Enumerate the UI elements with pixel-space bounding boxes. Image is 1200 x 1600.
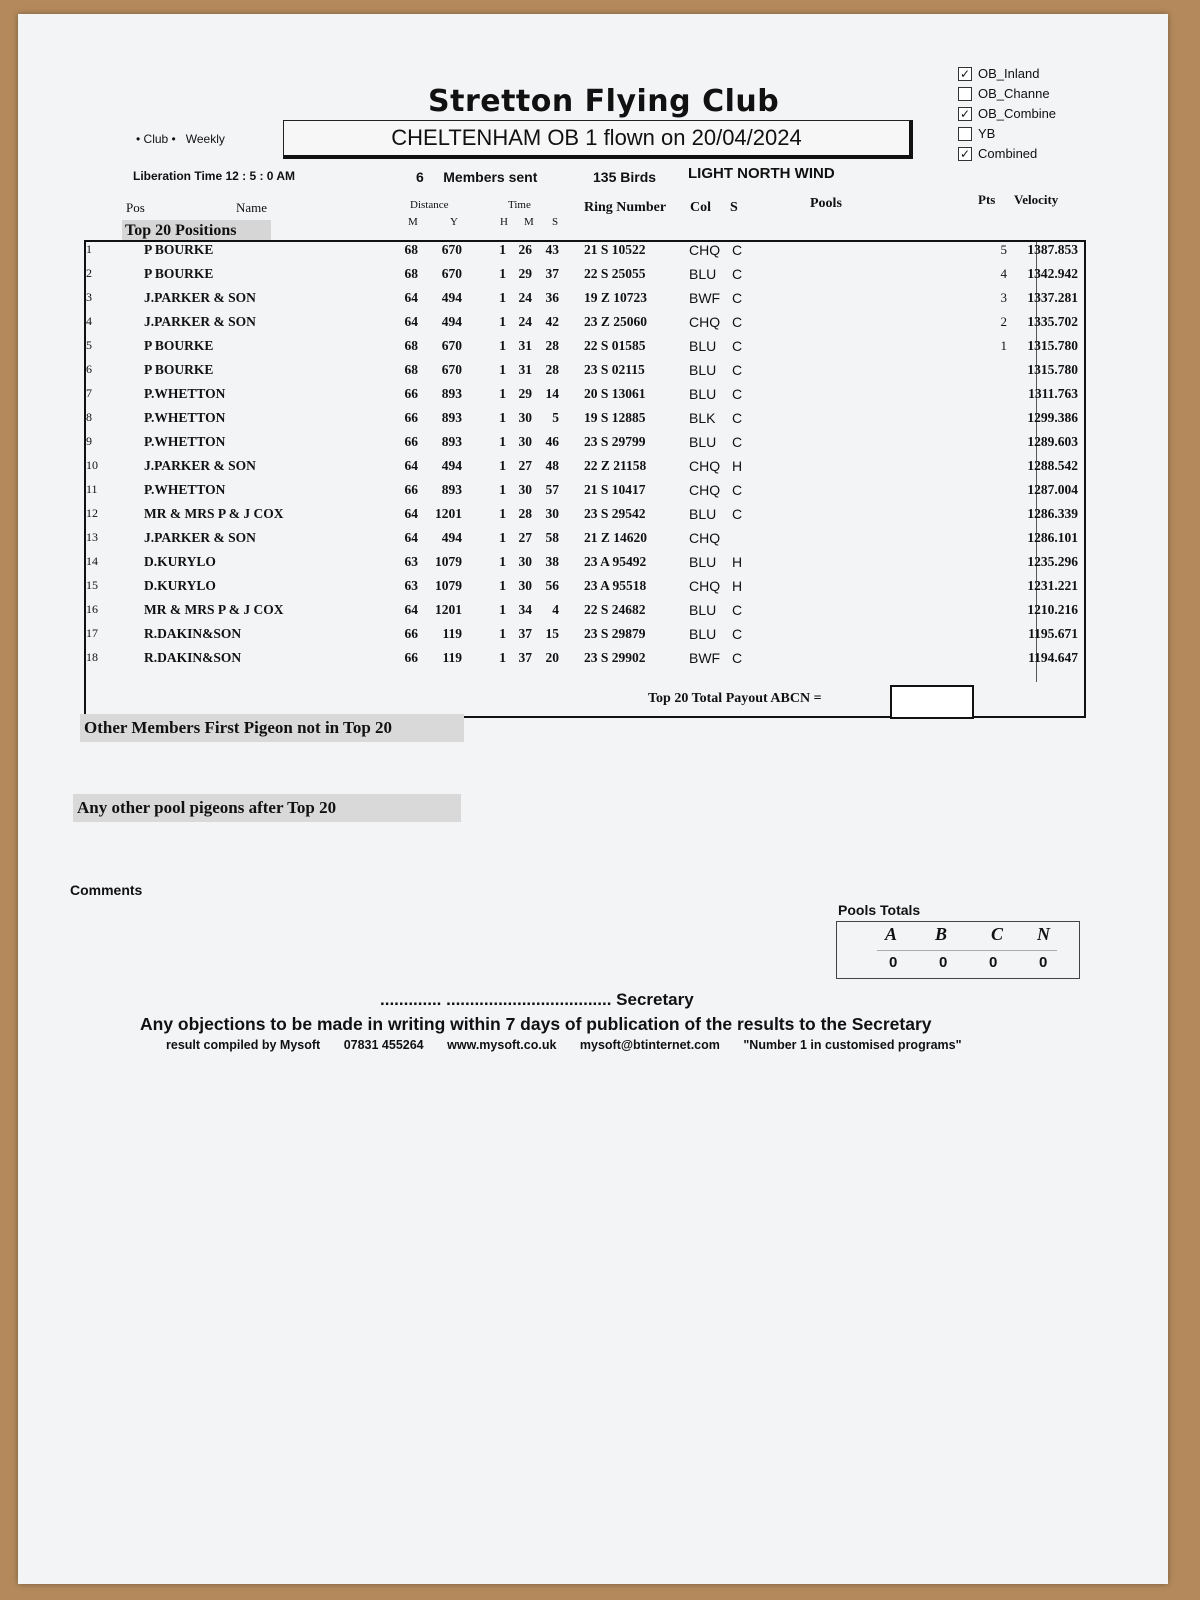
result-row [84, 338, 1084, 361]
top20-label: Top 20 Positions [122, 220, 271, 242]
result-time-hours: 1 [499, 578, 506, 593]
result-sex: C [732, 626, 743, 642]
result-sex: C [732, 434, 743, 450]
result-pos: 12 [86, 506, 98, 520]
col-col: Col [690, 200, 711, 215]
result-ring-number: 22 S 24682 [584, 602, 646, 617]
result-distance-yards: 893 [441, 482, 462, 497]
result-name: P BOURKE [144, 242, 214, 257]
result-time-hours: 1 [499, 362, 506, 377]
checkbox-label: OB_Inland [978, 66, 1040, 81]
result-colour: BLU [689, 386, 717, 402]
checkbox-mark [958, 87, 972, 101]
result-distance-miles: 64 [404, 506, 418, 521]
result-distance-yards: 893 [441, 434, 462, 449]
result-time-hours: 1 [499, 314, 506, 329]
result-distance-yards: 893 [441, 410, 462, 425]
pool-c-value: 0 [989, 954, 998, 971]
result-sex: C [732, 266, 743, 282]
result-velocity: 1194.647 [1028, 650, 1078, 665]
result-time-hours: 1 [499, 338, 506, 353]
checkbox-mark: ✓ [959, 147, 971, 161]
result-name: MR & MRS P & J COX [144, 602, 284, 617]
result-time-seconds: 48 [545, 458, 559, 473]
result-time-minutes: 29 [518, 266, 532, 281]
result-time-minutes: 29 [518, 386, 532, 401]
result-time-minutes: 30 [518, 578, 532, 593]
result-distance-miles: 68 [404, 362, 418, 377]
result-points: 4 [1000, 266, 1007, 281]
result-row [84, 242, 1084, 265]
result-velocity: 1235.296 [1027, 554, 1078, 569]
col-time-m: M [524, 216, 534, 228]
result-row [84, 506, 1084, 529]
result-velocity: 1289.603 [1027, 434, 1078, 449]
result-ring-number: 23 S 29799 [584, 434, 646, 449]
result-colour: BLU [689, 506, 717, 522]
result-ring-number: 19 Z 10723 [584, 290, 648, 305]
result-colour: CHQ [689, 578, 721, 594]
result-sex: H [732, 554, 743, 570]
result-time-minutes: 30 [518, 482, 532, 497]
result-points: 2 [1000, 314, 1007, 329]
result-distance-miles: 68 [404, 338, 418, 353]
result-sex: C [732, 314, 743, 330]
pools-totals-box [836, 921, 1080, 979]
result-distance-miles: 63 [404, 578, 418, 593]
result-time-seconds: 58 [545, 530, 559, 545]
result-distance-yards: 494 [441, 458, 462, 473]
result-velocity: 1335.702 [1027, 314, 1078, 329]
result-ring-number: 20 S 13061 [584, 386, 646, 401]
result-time-seconds: 57 [545, 482, 559, 497]
result-pos: 7 [86, 386, 92, 400]
result-colour: BLU [689, 602, 717, 618]
checkbox-combined[interactable] [958, 144, 1056, 164]
result-velocity: 1387.853 [1027, 242, 1078, 257]
pool-a-label: A [885, 924, 898, 944]
col-ring: Ring Number [584, 200, 667, 215]
result-time-minutes: 37 [518, 650, 532, 665]
result-row [84, 626, 1084, 649]
checkbox-mark [958, 127, 972, 141]
result-row [84, 554, 1084, 577]
result-ring-number: 23 A 95492 [584, 554, 647, 569]
result-velocity: 1315.780 [1027, 362, 1078, 377]
result-row [84, 482, 1084, 505]
result-distance-miles: 66 [404, 386, 418, 401]
result-ring-number: 19 S 12885 [584, 410, 646, 425]
result-name: P BOURKE [144, 266, 214, 281]
result-distance-miles: 68 [404, 266, 418, 281]
result-colour: BLU [689, 362, 717, 378]
result-colour: BLU [689, 434, 717, 450]
result-time-hours: 1 [499, 554, 506, 569]
result-pos: 5 [86, 338, 92, 352]
result-time-minutes: 34 [518, 602, 532, 617]
result-velocity: 1288.542 [1027, 458, 1078, 473]
result-time-seconds: 30 [545, 506, 559, 521]
result-row [84, 266, 1084, 289]
result-time-hours: 1 [499, 434, 506, 449]
result-distance-yards: 893 [441, 386, 462, 401]
compiled-by: result compiled by Mysoft [166, 1038, 321, 1052]
result-colour: BLU [689, 626, 717, 642]
checkbox-yb[interactable] [958, 124, 1056, 144]
result-row [84, 362, 1084, 385]
result-time-seconds: 46 [545, 434, 559, 449]
compiler-phone: 07831 455264 [343, 1038, 424, 1052]
col-time: Time [508, 199, 531, 211]
result-sex: C [732, 650, 743, 666]
result-name: P.WHETTON [144, 410, 226, 425]
result-colour: BLU [689, 338, 717, 354]
result-time-seconds: 14 [545, 386, 559, 401]
result-pos: 2 [86, 266, 92, 280]
race-title: CHELTENHAM OB 1 flown on 20/04/2024 [283, 120, 913, 159]
result-time-seconds: 43 [545, 242, 559, 257]
result-distance-miles: 66 [404, 626, 418, 641]
result-distance-yards: 670 [441, 266, 462, 281]
col-dist-m: M [408, 216, 418, 228]
result-time-hours: 1 [499, 266, 506, 281]
result-pos: 16 [86, 602, 98, 616]
result-ring-number: 23 A 95518 [584, 578, 647, 593]
result-colour: BWF [689, 650, 721, 666]
result-name: MR & MRS P & J COX [144, 506, 284, 521]
result-velocity: 1231.221 [1027, 578, 1078, 593]
members-label: Members sent [443, 169, 538, 185]
result-distance-miles: 68 [404, 242, 418, 257]
result-distance-yards: 119 [442, 650, 462, 665]
result-row [84, 602, 1084, 625]
result-ring-number: 21 S 10522 [584, 242, 646, 257]
checkbox-mark: ✓ [959, 107, 971, 121]
col-distance: Distance [410, 199, 449, 211]
col-time-h: H [500, 216, 508, 228]
result-pos: 10 [86, 458, 98, 472]
result-velocity: 1337.281 [1027, 290, 1078, 305]
result-colour: BLK [689, 410, 716, 426]
result-time-hours: 1 [499, 602, 506, 617]
result-velocity: 1286.339 [1027, 506, 1078, 521]
result-distance-yards: 494 [441, 314, 462, 329]
result-time-seconds: 37 [545, 266, 559, 281]
result-name: P BOURKE [144, 338, 214, 353]
result-velocity: 1315.780 [1027, 338, 1078, 353]
result-ring-number: 23 S 29902 [584, 650, 646, 665]
result-distance-miles: 64 [404, 530, 418, 545]
result-pos: 9 [86, 434, 92, 448]
secretary-line: ............. ................................... Secretary [380, 990, 694, 1009]
result-velocity: 1210.216 [1027, 602, 1078, 617]
club-type-club: • Club • [136, 132, 176, 146]
result-time-hours: 1 [499, 530, 506, 545]
result-name: J.PARKER & SON [144, 458, 256, 473]
result-name: P.WHETTON [144, 386, 226, 401]
col-pools: Pools [810, 196, 842, 211]
birds-count: 135 Birds [593, 169, 657, 185]
result-row [84, 578, 1084, 601]
compiler-tagline: "Number 1 in customised programs" [743, 1038, 962, 1052]
result-colour: CHQ [689, 530, 721, 546]
result-pos: 11 [86, 482, 98, 496]
result-colour: BLU [689, 266, 717, 282]
result-time-hours: 1 [499, 410, 506, 425]
result-colour: BWF [689, 290, 721, 306]
result-distance-yards: 670 [441, 362, 462, 377]
result-colour: CHQ [689, 314, 721, 330]
result-time-seconds: 56 [545, 578, 559, 593]
result-sex: H [732, 578, 743, 594]
result-time-minutes: 24 [518, 314, 532, 329]
result-time-seconds: 4 [552, 602, 559, 617]
result-distance-miles: 66 [404, 434, 418, 449]
result-name: D.KURYLO [144, 554, 216, 569]
result-colour: CHQ [689, 242, 721, 258]
pool-a-value: 0 [889, 954, 898, 971]
result-distance-miles: 63 [404, 554, 418, 569]
result-distance-yards: 670 [441, 338, 462, 353]
checkbox-label: YB [978, 126, 996, 141]
result-velocity: 1286.101 [1027, 530, 1078, 545]
result-ring-number: 21 S 10417 [584, 482, 646, 497]
result-distance-miles: 66 [404, 650, 418, 665]
checkbox-mark: ✓ [959, 67, 971, 81]
col-pos: Pos [126, 200, 145, 215]
result-velocity: 1299.386 [1027, 410, 1078, 425]
result-time-minutes: 24 [518, 290, 532, 305]
result-distance-miles: 64 [404, 290, 418, 305]
result-time-minutes: 30 [518, 434, 532, 449]
checkbox-ob-channe[interactable] [958, 84, 1056, 104]
result-sex: C [732, 362, 743, 378]
col-velocity: Velocity [1014, 192, 1059, 207]
result-pos: 15 [86, 578, 98, 592]
result-time-minutes: 27 [518, 458, 532, 473]
result-row [84, 290, 1084, 313]
result-velocity: 1195.671 [1028, 626, 1078, 641]
result-pos: 1 [86, 242, 92, 256]
result-time-hours: 1 [499, 290, 506, 305]
result-distance-yards: 494 [441, 530, 462, 545]
result-colour: CHQ [689, 458, 721, 474]
result-time-seconds: 36 [545, 290, 559, 305]
result-distance-yards: 670 [441, 242, 462, 257]
result-colour: CHQ [689, 482, 721, 498]
result-time-minutes: 30 [518, 554, 532, 569]
pool-b-value: 0 [939, 954, 948, 971]
pool-n-value: 0 [1039, 954, 1048, 971]
result-pos: 18 [86, 650, 98, 664]
result-time-seconds: 28 [545, 338, 559, 353]
wind-conditions: LIGHT NORTH WIND [688, 165, 835, 182]
result-time-minutes: 28 [518, 506, 532, 521]
result-distance-miles: 66 [404, 482, 418, 497]
result-velocity: 1311.763 [1028, 386, 1078, 401]
pool-b-label: B [935, 924, 948, 944]
result-ring-number: 22 S 25055 [584, 266, 646, 281]
club-type-weekly: Weekly [185, 132, 225, 146]
result-pos: 14 [86, 554, 98, 568]
result-time-hours: 1 [499, 386, 506, 401]
result-time-minutes: 31 [518, 338, 532, 353]
result-row [84, 434, 1084, 457]
result-row [84, 386, 1084, 409]
checkbox-ob-combine[interactable] [958, 104, 1056, 124]
liberation-time: Liberation Time 12 : 5 : 0 AM [133, 169, 296, 183]
result-velocity: 1342.942 [1027, 266, 1078, 281]
compiler-email[interactable]: mysoft@btinternet.com [579, 1038, 720, 1052]
checkbox-label: OB_Combine [978, 106, 1057, 121]
compiler-footer [166, 1038, 982, 1052]
result-sex: C [732, 482, 743, 498]
result-distance-yards: 1201 [435, 602, 462, 617]
result-row [84, 410, 1084, 433]
result-distance-miles: 64 [404, 314, 418, 329]
result-pos: 3 [86, 290, 92, 304]
checkbox-label: Combined [978, 146, 1038, 161]
result-ring-number: 23 S 29542 [584, 506, 646, 521]
result-pos: 13 [86, 530, 98, 544]
result-distance-yards: 1201 [435, 506, 462, 521]
payout-label: Top 20 Total Payout ABCN = [648, 691, 822, 706]
result-points: 3 [1000, 290, 1007, 305]
result-name: P.WHETTON [144, 434, 226, 449]
result-ring-number: 21 Z 14620 [584, 530, 648, 545]
result-time-hours: 1 [499, 482, 506, 497]
result-pos: 6 [86, 362, 92, 376]
result-time-hours: 1 [499, 650, 506, 665]
result-time-minutes: 37 [518, 626, 532, 641]
result-time-hours: 1 [499, 626, 506, 641]
result-ring-number: 23 S 29879 [584, 626, 646, 641]
members-count: 6 [416, 169, 424, 185]
objections-notice: Any objections to be made in writing within 7 days of publication of the results to the Secretary [140, 1014, 932, 1034]
result-sex: C [732, 506, 743, 522]
result-time-seconds: 42 [545, 314, 559, 329]
result-name: J.PARKER & SON [144, 290, 256, 305]
result-distance-yards: 494 [441, 290, 462, 305]
result-pos: 4 [86, 314, 92, 328]
result-time-seconds: 28 [545, 362, 559, 377]
result-row [84, 458, 1084, 481]
result-distance-yards: 1079 [435, 578, 462, 593]
result-time-minutes: 26 [518, 242, 532, 257]
result-name: J.PARKER & SON [144, 314, 256, 329]
payout-field[interactable] [890, 685, 974, 719]
result-distance-miles: 66 [404, 410, 418, 425]
result-distance-miles: 64 [404, 458, 418, 473]
result-row [84, 530, 1084, 553]
result-distance-yards: 1079 [435, 554, 462, 569]
col-time-s: S [552, 216, 559, 228]
result-time-seconds: 15 [545, 626, 559, 641]
result-time-seconds: 38 [545, 554, 559, 569]
result-colour: BLU [689, 554, 717, 570]
result-time-minutes: 31 [518, 362, 532, 377]
result-time-hours: 1 [499, 242, 506, 257]
result-pos: 8 [86, 410, 92, 424]
result-time-seconds: 20 [545, 650, 559, 665]
result-name: D.KURYLO [144, 578, 216, 593]
result-time-minutes: 27 [518, 530, 532, 545]
result-name: R.DAKIN&SON [144, 650, 242, 665]
race-type-checkboxes [958, 64, 1056, 164]
result-points: 5 [1000, 242, 1007, 257]
result-points: 1 [1000, 338, 1007, 353]
comments-label: Comments [70, 882, 143, 898]
pools-divider [877, 950, 1057, 951]
result-sex: C [732, 242, 743, 258]
result-name: R.DAKIN&SON [144, 626, 242, 641]
pool-c-label: C [991, 924, 1004, 944]
result-name: P BOURKE [144, 362, 214, 377]
result-distance-miles: 64 [404, 602, 418, 617]
result-name: P.WHETTON [144, 482, 226, 497]
result-row [84, 650, 1084, 673]
result-distance-yards: 119 [442, 626, 462, 641]
result-sex: C [732, 338, 743, 354]
result-row [84, 314, 1084, 337]
club-title: Stretton Flying Club [428, 84, 780, 119]
col-s: S [730, 200, 738, 215]
other-members-label: Other Members First Pigeon not in Top 20 [80, 714, 464, 742]
result-ring-number: 22 Z 21158 [584, 458, 647, 473]
members-sent [416, 169, 537, 185]
club-type [136, 132, 225, 146]
result-sex: C [732, 602, 743, 618]
result-velocity: 1287.004 [1027, 482, 1078, 497]
col-dist-y: Y [450, 216, 458, 228]
checkbox-label: OB_Channe [978, 86, 1050, 101]
compiler-website[interactable]: www.mysoft.co.uk [447, 1038, 557, 1052]
result-ring-number: 23 Z 25060 [584, 314, 648, 329]
pools-totals-label: Pools Totals [838, 902, 921, 918]
result-time-seconds: 5 [552, 410, 559, 425]
result-time-hours: 1 [499, 506, 506, 521]
results-sheet [18, 14, 1168, 1584]
other-pool-label: Any other pool pigeons after Top 20 [73, 794, 461, 822]
pool-n-label: N [1037, 924, 1050, 944]
result-ring-number: 23 S 02115 [584, 362, 645, 377]
result-sex: C [732, 290, 743, 306]
result-time-minutes: 30 [518, 410, 532, 425]
result-sex: H [732, 458, 743, 474]
col-pts: Pts [978, 192, 996, 207]
result-sex: C [732, 386, 743, 402]
checkbox-ob-inland[interactable] [958, 64, 1056, 84]
result-ring-number: 22 S 01585 [584, 338, 646, 353]
col-name: Name [236, 200, 268, 215]
result-name: J.PARKER & SON [144, 530, 256, 545]
result-time-hours: 1 [499, 458, 506, 473]
result-pos: 17 [86, 626, 98, 640]
result-sex: C [732, 410, 743, 426]
